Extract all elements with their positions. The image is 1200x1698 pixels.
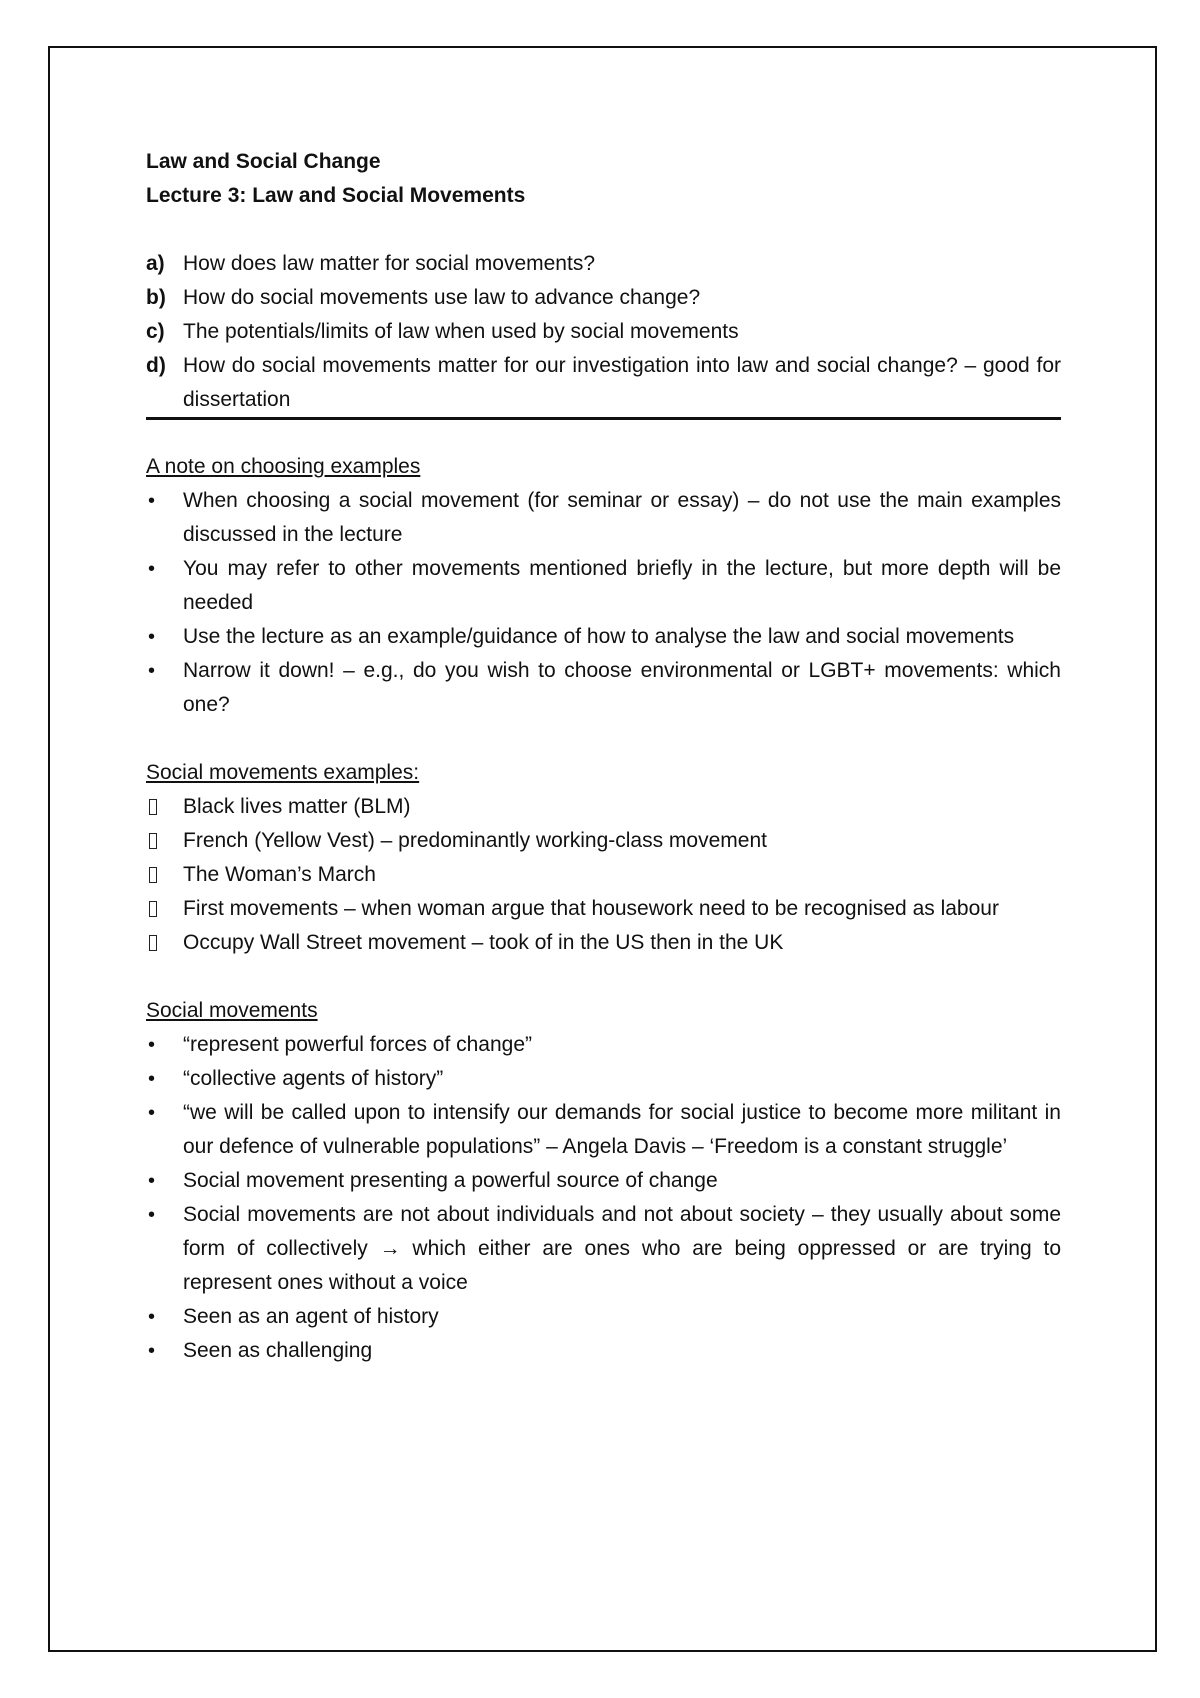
bullet-icon: • bbox=[148, 558, 156, 580]
movement-text: Social movements are not about individuals and not about society – they usually about some form of collectively → which either are ones who are being oppressed or are trying to represent ones without a voice bbox=[183, 1203, 1061, 1294]
list-item bbox=[146, 1028, 1061, 1062]
question-text: How does law matter for social movements? bbox=[183, 252, 595, 275]
course-title: Law and Social Change bbox=[146, 150, 381, 173]
bullet-icon: • bbox=[148, 1340, 156, 1362]
bullet-icon: • bbox=[148, 660, 156, 682]
question-text: How do social movements matter for our investigation into law and social change? – good for dissertation bbox=[183, 354, 1061, 411]
note-text: You may refer to other movements mentioned briefly in the lecture, but more depth will be needed bbox=[183, 557, 1061, 614]
note-text: When choosing a social movement (for seminar or essay) – do not use the main examples discussed in the lecture bbox=[183, 489, 1061, 546]
list-item bbox=[146, 654, 1061, 722]
question-text: The potentials/limits of law when used by social movements bbox=[183, 320, 739, 343]
list-item bbox=[146, 858, 1061, 892]
bullet-icon: • bbox=[148, 1068, 156, 1090]
list-item bbox=[146, 1198, 1061, 1300]
list-item bbox=[146, 926, 1061, 960]
examples-heading: Social movements examples: bbox=[146, 761, 420, 784]
example-text: Occupy Wall Street movement – took of in the US then in the UK bbox=[183, 931, 784, 954]
missing-glyph-icon bbox=[149, 935, 157, 951]
bullet-icon: • bbox=[148, 1034, 156, 1056]
list-item bbox=[146, 1164, 1061, 1198]
list-item bbox=[146, 892, 1061, 926]
list-item bbox=[146, 1062, 1061, 1096]
note-text: Use the lecture as an example/guidance of how to analyse the law and social movements bbox=[183, 625, 1015, 648]
list-item bbox=[146, 484, 1061, 552]
bullet-icon: • bbox=[148, 1204, 156, 1226]
list-item bbox=[146, 790, 1061, 824]
question-text: How do social movements use law to advance change? bbox=[183, 286, 701, 309]
bullet-icon: • bbox=[148, 1170, 156, 1192]
example-text: French (Yellow Vest) – predominantly working-class movement bbox=[183, 829, 767, 852]
examples-list bbox=[146, 790, 1061, 960]
list-item bbox=[146, 1300, 1061, 1334]
movements-list bbox=[146, 1028, 1061, 1368]
list-item bbox=[146, 315, 1061, 349]
movement-text: “collective agents of history” bbox=[183, 1067, 444, 1090]
list-item bbox=[146, 1334, 1061, 1368]
list-item bbox=[146, 552, 1061, 620]
list-item bbox=[146, 281, 1061, 315]
list-marker: c) bbox=[146, 320, 165, 343]
list-item bbox=[146, 247, 1061, 281]
movement-text: Seen as challenging bbox=[183, 1339, 373, 1362]
bullet-icon: • bbox=[148, 626, 156, 648]
note-list bbox=[146, 484, 1061, 722]
movement-text: “represent powerful forces of change” bbox=[183, 1033, 533, 1056]
questions-list bbox=[146, 247, 1061, 417]
note-heading: A note on choosing examples bbox=[146, 455, 421, 478]
movements-heading: Social movements bbox=[146, 999, 318, 1022]
list-item bbox=[146, 824, 1061, 858]
missing-glyph-icon bbox=[149, 901, 157, 917]
bullet-icon: • bbox=[148, 1306, 156, 1328]
missing-glyph-icon bbox=[149, 867, 157, 883]
list-item bbox=[146, 620, 1061, 654]
movement-text: Seen as an agent of history bbox=[183, 1305, 439, 1328]
lecture-title: Lecture 3: Law and Social Movements bbox=[146, 184, 526, 207]
list-marker: d) bbox=[146, 354, 166, 377]
list-marker: b) bbox=[146, 286, 166, 309]
example-text: The Woman’s March bbox=[183, 863, 376, 886]
example-text: Black lives matter (BLM) bbox=[183, 795, 411, 818]
bullet-icon: • bbox=[148, 490, 156, 512]
bullet-icon: • bbox=[148, 1102, 156, 1124]
movement-text: Social movement presenting a powerful source of change bbox=[183, 1169, 718, 1192]
missing-glyph-icon bbox=[149, 833, 157, 849]
example-text: First movements – when woman argue that housework need to be recognised as labour bbox=[183, 897, 999, 920]
movement-text: “we will be called upon to intensify our demands for social justice to become more militant in our defence of vulnerable populations” – Angela Davis – ‘Freedom is a constant struggle’ bbox=[183, 1101, 1061, 1158]
list-item bbox=[146, 349, 1061, 417]
note-text: Narrow it down! – e.g., do you wish to choose environmental or LGBT+ movements: which one? bbox=[183, 659, 1061, 716]
missing-glyph-icon bbox=[149, 799, 157, 815]
list-marker: a) bbox=[146, 252, 165, 275]
list-item bbox=[146, 1096, 1061, 1164]
document-body bbox=[146, 145, 1061, 1368]
